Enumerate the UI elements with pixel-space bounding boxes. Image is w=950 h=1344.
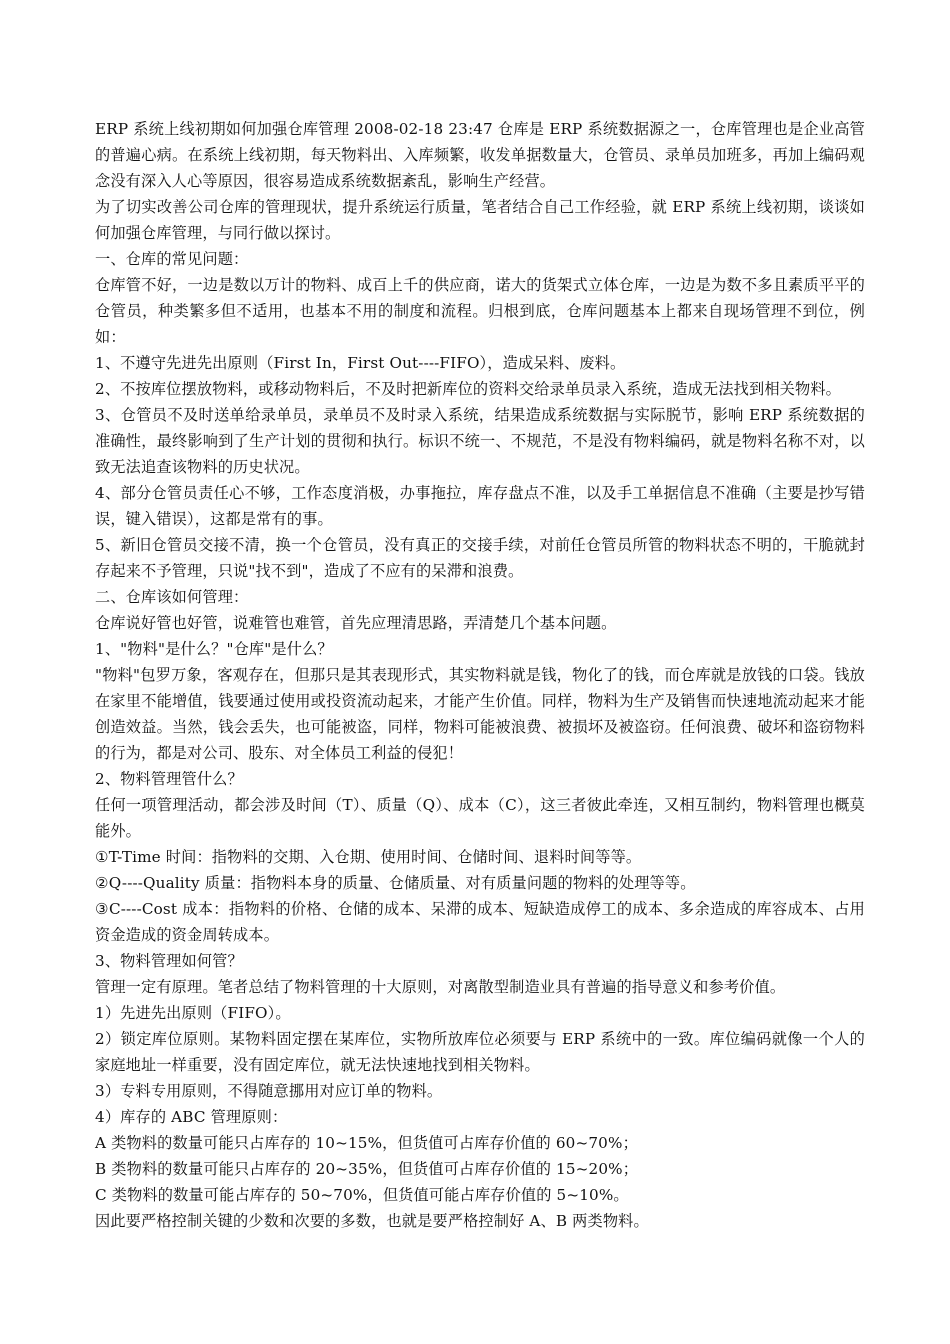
abc-class-b: B 类物料的数量可能只占库存的 20~35%，但货值可占库存价值的 15~20%； [95, 1160, 639, 1178]
manage-overview-paragraph: 仓库说好管也好管，说难管也难管，首先应理清思路，弄清楚几个基本问题。 [95, 614, 617, 632]
article-body [95, 116, 865, 1234]
intro-paragraph: ERP 系统上线初期如何加强仓库管理 2008-02-18 23:47 仓库是 ERP 系统数据源之一，仓库管理也是企业高管的普遍心病。在系统上线初期，每天物料出、入库频繁，收发单据数量大，仓管员、录单员加班多，再加上编码观念没有深入人心等原因，很容易造成系统数据紊乱，影响生产经营。 [95, 120, 865, 190]
purpose-paragraph: 为了切实改善公司仓库的管理现状，提升系统运行质量，笔者结合自己工作经验，就 ERP 系统上线初期，谈谈如何加强仓库管理，与同行做以探讨。 [95, 198, 865, 242]
abc-class-a: A 类物料的数量可能只占库存的 10~15%，但货值可占库存价值的 60~70%； [95, 1134, 638, 1152]
subheading-what-is-material: 1、"物料"是什么？"仓库"是什么？ [95, 640, 333, 658]
problem-item-2: 2、不按库位摆放物料，或移动物料后，不及时把新库位的资料交给录单员录入系统，造成无法找到相关物料。 [95, 380, 842, 398]
section-heading-common-problems: 一、仓库的常见问题： [95, 250, 249, 268]
cost-item: ③C----Cost 成本：指物料的价格、仓储的成本、呆滞的成本、短缺造成停工的成本、多余造成的库容成本、占用资金造成的资金周转成本。 [95, 900, 865, 944]
principle-fixed-location: 2）锁定库位原则。某物料固定摆在某库位，实物所放库位必须要与 ERP 系统中的一致。库位编码就像一个人的家庭地址一样重要，没有固定库位，就无法快速地找到相关物料。 [95, 1030, 865, 1074]
section-heading-how-to-manage: 二、仓库该如何管理： [95, 588, 249, 606]
principle-abc: 4）库存的 ABC 管理原则： [95, 1108, 288, 1126]
principles-intro-paragraph: 管理一定有原理。笔者总结了物料管理的十大原则，对离散型制造业具有普遍的指导意义和参考价值。 [95, 978, 786, 996]
material-definition-paragraph: "物料"包罗万象，客观存在，但那只是其表现形式，其实物料就是钱，物化了的钱，而仓库就是放钱的口袋。钱放在家里不能增值，钱要通过使用或投资流动起来，才能产生价值。同样，物料为生产及销售而快速地流动起来才能创造效益。当然，钱会丢失，也可能被盗，同样，物料可能被浪费、被损坏及被盗窃。任何浪费、破坏和盗窃物料的行为，都是对公司、股东、对全体员工利益的侵犯！ [95, 666, 865, 762]
problem-item-3: 3、仓管员不及时送单给录单员，录单员不及时录入系统，结果造成系统数据与实际脱节，影响 ERP 系统数据的准确性，最终影响到了生产计划的贯彻和执行。标识不统一、不规范，不是没有物料编码，就是物料名称不对，以致无法追查该物料的历史状况。 [95, 406, 865, 476]
problem-item-1: 1、不遵守先进先出原则（First In，First Out----FIFO），造成呆料、废料。 [95, 354, 626, 372]
subheading-how-to-manage: 3、物料管理如何管？ [95, 952, 243, 970]
problem-item-4: 4、部分仓管员责任心不够，工作态度消极，办事拖拉，库存盘点不准，以及手工单据信息不准确（主要是抄写错误，键入错误），这都是常有的事。 [95, 484, 865, 528]
abc-class-c: C 类物料的数量可能占库存的 50~70%，但货值可能占库存价值的 5~10%。 [95, 1186, 629, 1204]
principle-fifo: 1）先进先出原则（FIFO）。 [95, 1004, 291, 1022]
abc-conclusion: 因此要严格控制关键的少数和次要的多数，也就是要严格控制好 A、B 两类物料。 [95, 1212, 649, 1230]
time-item: ①T-Time 时间：指物料的交期、入仓期、使用时间、仓储时间、退料时间等等。 [95, 848, 642, 866]
problems-overview-paragraph: 仓库管不好，一边是数以万计的物料、成百上千的供应商，诺大的货架式立体仓库，一边是为数不多且素质平平的仓管员，种类繁多但不适用，也基本不用的制度和流程。归根到底，仓库问题基本上都来自现场管理不到位，例如： [95, 276, 865, 346]
tqc-paragraph: 任何一项管理活动，都会涉及时间（T）、质量（Q）、成本（C），这三者彼此牵连，又相互制约，物料管理也概莫能外。 [95, 796, 865, 840]
subheading-what-to-manage: 2、物料管理管什么？ [95, 770, 243, 788]
principle-dedicated-material: 3）专料专用原则，不得随意挪用对应订单的物料。 [95, 1082, 443, 1100]
problem-item-5: 5、新旧仓管员交接不清，换一个仓管员，没有真正的交接手续，对前任仓管员所管的物料状态不明的，干脆就封存起来不予管理，只说"找不到"，造成了不应有的呆滞和浪费。 [95, 536, 865, 580]
quality-item: ②Q----Quality 质量：指物料本身的质量、仓储质量、对有质量问题的物料的处理等等。 [95, 874, 696, 892]
